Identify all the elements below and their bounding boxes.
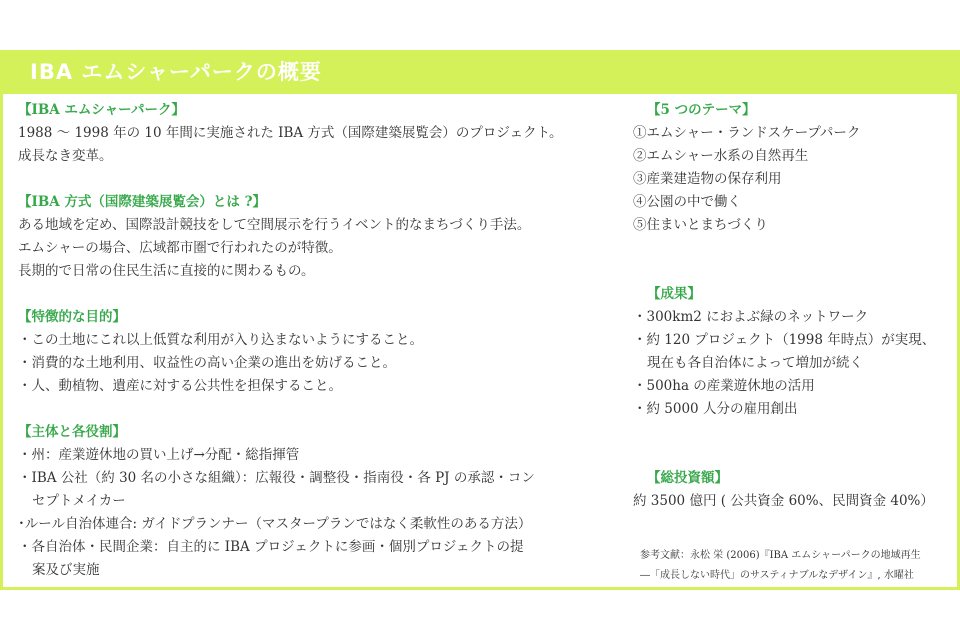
section-heading-actors-roles: 【主体と各役割】	[18, 424, 126, 440]
list-item: ①エムシャー・ランドスケープパーク	[633, 125, 861, 141]
list-item: ③産業建造物の保存利用	[633, 171, 782, 187]
text-line: ある地域を定め、国際設計競技をして空間展示を行うイベント的なまちづくり手法。	[18, 217, 531, 233]
section-heading-results: 【成果】	[647, 286, 701, 302]
list-item: ・約 120 プロジェクト（1998 年時点）が実現、	[633, 332, 936, 348]
left-column	[18, 99, 618, 582]
list-item: ・この土地にこれ以上低質な利用が入り込まないようにすること。	[18, 332, 423, 348]
list-item: ・約 5000 人分の雇用創出	[633, 401, 798, 417]
list-item-continuation: 案及び実施	[32, 562, 100, 578]
section-heading-iba-method: 【IBA 方式（国際建築展覧会）とは ?】	[18, 194, 267, 210]
section-heading-five-themes: 【5 つのテーマ】	[647, 102, 756, 118]
list-item: ・州：産業遊休地の買い上げ→分配・総指揮管	[18, 447, 300, 463]
list-item: ②エムシャー水系の自然再生	[633, 148, 809, 164]
text-line: 成長なき変革。	[18, 148, 113, 164]
page-title: IBA エムシャーパークの概要	[30, 60, 322, 84]
right-column	[633, 99, 948, 513]
list-item: ･ルール自治体連合: ガイドプランナー（マスタープランではなく柔軟性のある方法）	[18, 516, 532, 532]
list-item: ・各自治体・民間企業：自主的に IBA プロジェクトに参画・個別プロジェクトの提	[18, 539, 524, 555]
text-line: 長期的で日常の住民生活に直接的に関わるもの。	[18, 263, 315, 279]
list-item-continuation: 現在も各自治体によって増加が続く	[647, 355, 863, 371]
reference-note	[640, 546, 921, 586]
section-heading-iba-emscher-park: 【IBA エムシャーパーク】	[18, 102, 185, 118]
list-item: ・消費的な土地利用、収益性の高い企業の進出を妨げること。	[18, 355, 396, 371]
section-heading-total-investment: 【総投資額】	[647, 470, 728, 486]
list-item-continuation: セプトメイカー	[32, 493, 126, 509]
reference-line: 参考文献：永松 栄 (2006)『IBA エムシャーパークの地域再生	[640, 550, 921, 561]
list-item: ④公園の中で働く	[633, 194, 741, 210]
list-item: ・IBA 公社（約 30 名の小さな組織）：広報役・調整役・指南役・各 PJ の承認・コン	[18, 470, 535, 486]
list-item: ・500ha の産業遊休地の活用	[633, 378, 815, 394]
list-item: ・人、動植物、遺産に対する公共性を担保すること。	[18, 378, 342, 394]
text-line: 1988 ～ 1998 年の 10 年間に実施された IBA 方式（国際建築展覧会）のプロジェクト。	[18, 125, 563, 141]
text-line: エムシャーの場合、広域都市圏で行われたのが特徴。	[18, 240, 342, 256]
section-heading-purpose: 【特徴的な目的】	[18, 309, 126, 325]
title-bar	[0, 50, 960, 94]
list-item: ⑤住まいとまちづくり	[633, 217, 768, 233]
list-item: ・300km2 におよぶ緑のネットワーク	[633, 309, 869, 325]
text-line: 約 3500 億円 ( 公共資金 60%、民間資金 40%）	[633, 493, 934, 509]
reference-line: ―「成長しない時代」のサスティナブルなデザイン』, 水曜社	[640, 570, 914, 581]
